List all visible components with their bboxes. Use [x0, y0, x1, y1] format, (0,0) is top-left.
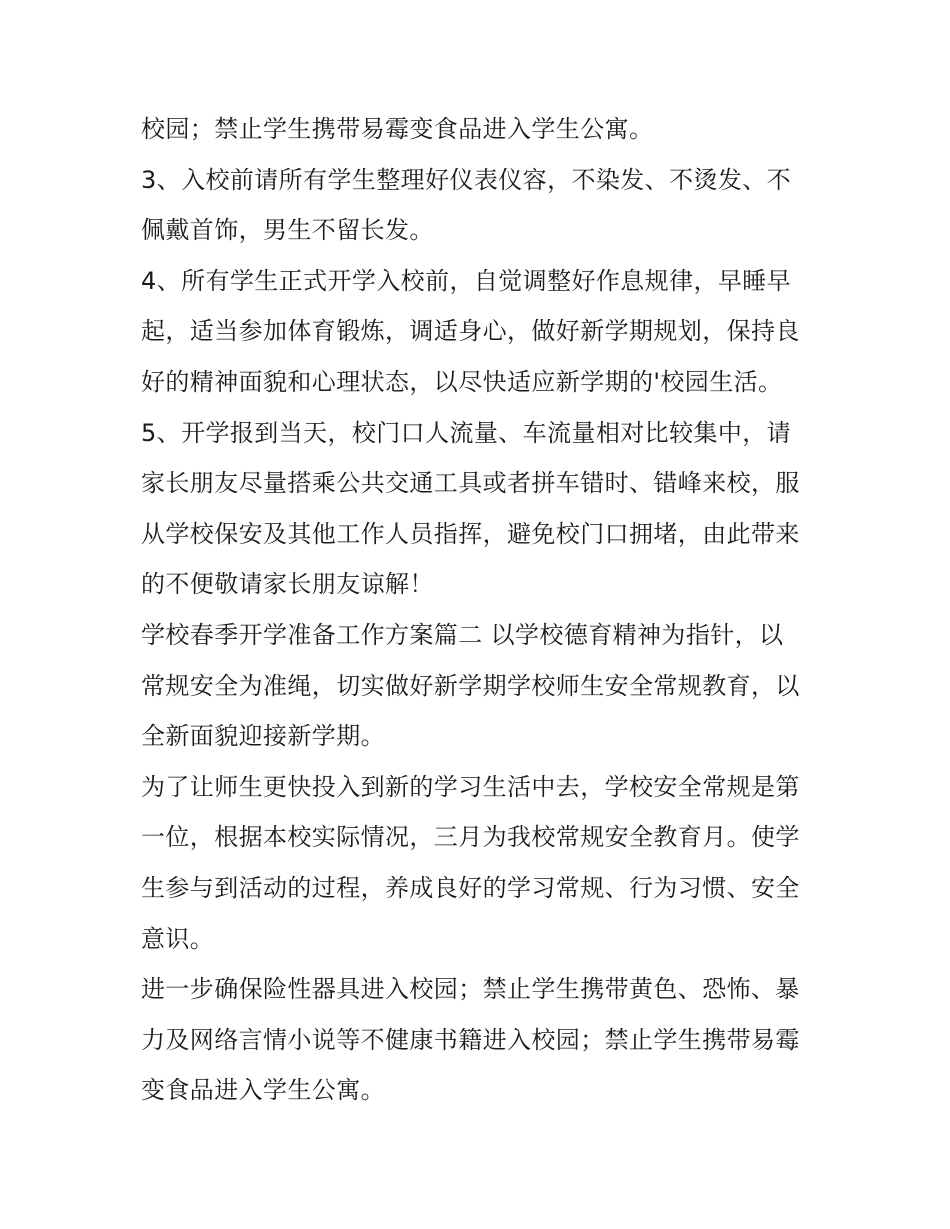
text-line: 5、开学报到当天，校门口人流量、车流量相对比较集中，请	[141, 418, 792, 447]
text-line: 全新面貌迎接新学期。	[141, 722, 385, 751]
text-line: 力及网络言情小说等不健康书籍进入校园；禁止学生携带易霉	[141, 1025, 800, 1054]
text-line: 起，适当参加体育锻炼，调适身心，做好新学期规划，保持良	[141, 317, 800, 346]
text-line: 一位，根据本校实际情况，三月为我校常规安全教育月。使学	[141, 823, 800, 852]
text-line: 3、入校前请所有学生整理好仪表仪容，不染发、不烫发、不	[141, 165, 792, 194]
text-line: 从学校保安及其他工作人员指挥，避免校门口拥堵，由此带来	[141, 519, 800, 548]
text-line: 生参与到活动的过程，养成良好的学习常规、行为习惯、安全	[141, 873, 800, 902]
text-line: 进一步确保险性器具进入校园；禁止学生携带黄色、恐怖、暴	[141, 975, 800, 1004]
text-line: 学校春季开学准备工作方案篇二 以学校德育精神为指针，以	[141, 620, 784, 649]
text-line: 变食品进入学生公寓。	[141, 1076, 385, 1105]
text-line: 的不便敬请家长朋友谅解！	[141, 570, 434, 599]
text-line: 4、所有学生正式开学入校前，自觉调整好作息规律，早睡早	[141, 266, 792, 295]
text-line: 校园；禁止学生携带易霉变食品进入学生公寓。	[141, 115, 654, 143]
text-line: 佩戴首饰，男生不留长发。	[141, 216, 434, 245]
text-line: 好的精神面貌和心理状态，以尽快适应新学期的'校园生活。	[141, 367, 783, 396]
text-line: 为了让师生更快投入到新的学习生活中去，学校安全常规是第	[141, 772, 800, 801]
document-body	[141, 104, 821, 1116]
text-line: 常规安全为准绳，切实做好新学期学校师生安全常规教育，以	[141, 671, 800, 700]
text-line: 意识。	[141, 924, 215, 953]
text-line: 家长朋友尽量搭乘公共交通工具或者拼车错时、错峰来校，服	[141, 469, 800, 498]
